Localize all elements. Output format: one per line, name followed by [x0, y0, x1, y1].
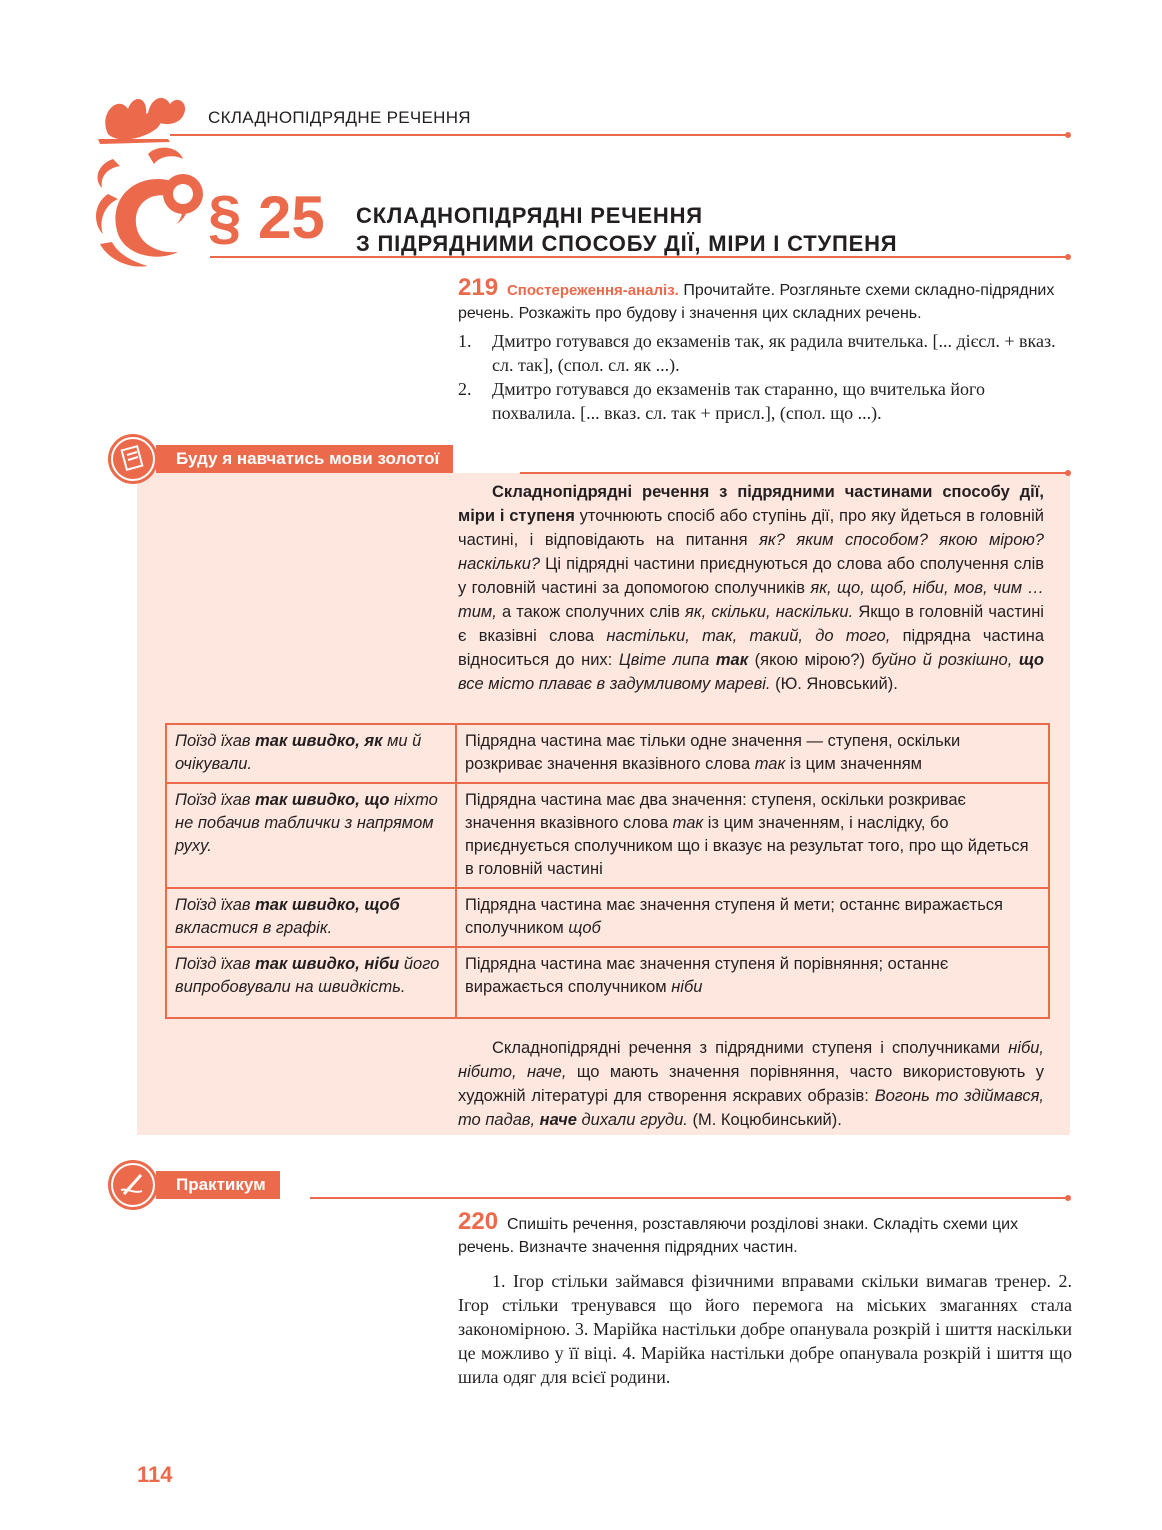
list-item	[458, 377, 1072, 425]
floral-ornament-icon	[88, 84, 218, 274]
table-row	[166, 947, 1049, 1018]
list-item-text: Дмитро готувався до екзаменів так, як радила вчителька. [... дієсл. + вказ. сл. так], (спол. сл. як ...).	[492, 331, 1056, 375]
table-row	[166, 783, 1049, 888]
text-run: уточнюють спосіб або ступінь дії, про яку йдеться в головній частині, і відповідають на питання	[458, 507, 1044, 549]
text-run: наче	[539, 1111, 577, 1129]
text-run: що мають значення порівняння, часто використовують у художній літературі для створення яскравих образів:	[458, 1063, 1045, 1105]
exercise-220	[458, 1210, 1072, 1389]
text-run: Поїзд їхав	[175, 896, 256, 914]
title-rule	[210, 256, 1068, 258]
page-number: 114	[137, 1462, 173, 1487]
text-run: буйно й розкішно,	[871, 651, 1019, 669]
exercise-kind: Спостереження-аналіз.	[506, 282, 679, 299]
paragraph-number: § 25	[208, 184, 325, 251]
exercise-number: 220	[458, 1208, 499, 1235]
text-run: щоб	[568, 919, 601, 937]
text-run: Поїзд їхав	[175, 732, 256, 750]
exercise-219-items	[458, 329, 1072, 425]
theory-text	[458, 480, 1044, 696]
paragraph-title-line-1: СКЛАДНОПІДРЯДНІ РЕЧЕННЯ	[356, 203, 703, 228]
paragraph-title-line-2: З ПІДРЯДНИМИ СПОСОБУ ДІЇ, МІРИ І СТУПЕНЯ	[356, 231, 898, 256]
text-run: так швидко, щоб	[255, 896, 400, 914]
section-rule	[520, 472, 1068, 474]
text-run: все місто плаває в задумливому мареві.	[458, 675, 771, 693]
pen-hand-icon	[108, 1160, 158, 1210]
text-run: Вогонь то здіймався, то падав,	[458, 1087, 1044, 1129]
table-cell-sentence	[166, 947, 456, 1018]
exercise-219	[458, 276, 1072, 425]
theory-paragraph	[458, 1036, 1044, 1132]
text-run: ніби	[671, 978, 703, 996]
list-item-number: 2.	[458, 379, 472, 399]
text-run: із цим значенням	[785, 755, 923, 773]
text-run: підрядна частина відноситься до них:	[458, 627, 1045, 669]
book-icon	[108, 434, 158, 484]
text-run: так	[754, 755, 786, 773]
text-run: дихали груди.	[576, 1111, 688, 1129]
section-label-theory: Буду я навчатись мови золотої	[156, 445, 453, 473]
text-run: так	[715, 651, 749, 669]
table-row	[166, 724, 1049, 783]
text-run: що	[1018, 651, 1044, 669]
text-run: вкластися в графік.	[175, 919, 333, 937]
text-run: як, скільки, наскільки.	[685, 603, 854, 621]
text-run: Ці підрядні частини приєднуються до слова або сполучення слів у головній частині за допомогою сполучників	[458, 555, 1044, 597]
running-head: СКЛАДНОПІДРЯДНЕ РЕЧЕННЯ	[208, 108, 471, 127]
text-run: Підрядна частина має два значення: ступеня, оскільки розкриває значення вказівного слова	[465, 791, 966, 832]
list-item-text: Дмитро готувався до екзаменів так старанно, що вчителька його похвалила. [... вказ. сл. так + присл.], (спол. що ...).	[492, 379, 985, 423]
text-run: так швидко, що	[255, 791, 390, 809]
exercise-task-text: Прочитайте. Розгляньте схеми складно-підрядних речень. Розкажіть про будову і значення цих складних речень.	[458, 282, 1055, 322]
text-run: як, що, щоб, ніби, мов, чим … тим,	[458, 579, 1044, 621]
table-cell-meaning	[456, 888, 1049, 947]
text-run: (М. Коцюбинський).	[687, 1111, 842, 1129]
section-label-practice: Практикум	[156, 1171, 280, 1199]
text-run: настільки, так, такий, до того,	[606, 627, 891, 645]
text-run: ніхто не побачив таблички з напрямом руху.	[175, 791, 438, 855]
text-run: так	[672, 814, 704, 832]
text-run: так швидко, ніби	[255, 955, 400, 973]
table-cell-sentence	[166, 783, 456, 888]
theory-term: Складнопідрядні речення з підрядними частинами способу дії, міри і ступеня	[458, 483, 1044, 525]
table-cell-meaning	[456, 947, 1049, 1018]
exercise-219-task	[458, 276, 1072, 325]
text-run: із цим значенням, і наслідку, бо приєднується сполучником що і вказує на результат того, про що йдеться в головній частині	[465, 814, 1029, 878]
table-cell-meaning	[456, 783, 1049, 888]
text-run: Поїзд їхав	[175, 791, 256, 809]
header-rule	[170, 134, 1068, 136]
table-row	[166, 888, 1049, 947]
exercise-220-text: 1. Ігор стільки займався фізичними вправами скільки вимагав тренер. 2. Ігор стільки тренувався що його перемога на міських змаганнях стала закономірною. 3. Марійка настільки добре опанувала розкрій і шиття наскільки це можливо у її віці. 4. Марійка настільки добре опанувала розкрій і шиття що шила одяг для всієї родини.	[458, 1271, 1072, 1387]
text-run: (Ю. Яновський).	[770, 675, 898, 693]
text-run: а також сполучних слів	[496, 603, 685, 621]
text-run: Підрядна частина має значення ступеня й порівняння; останнє виражається сполучником	[465, 955, 949, 996]
text-run: Підрядна частина має значення ступеня й мети; останнє виражається сполучником	[465, 896, 1003, 937]
exercise-number: 219	[458, 274, 499, 301]
text-run: його випробовували на швидкість.	[175, 955, 440, 996]
section-rule	[310, 1197, 1068, 1199]
text-run: як? яким способом? якою мірою? наскільки?	[458, 531, 1044, 573]
paragraph-title	[356, 202, 897, 258]
text-run: (якою мірою?)	[748, 651, 872, 669]
exercise-task-text: Спишіть речення, розставляючи розділові знаки. Складіть схеми цих речень. Визначте значення підрядних частин.	[458, 1216, 1019, 1256]
text-run: Складнопідрядні речення з підрядними ступеня і сполучниками	[492, 1039, 1009, 1057]
theory-note	[458, 1036, 1044, 1132]
table-cell-sentence	[166, 724, 456, 783]
list-item	[458, 329, 1072, 377]
list-item-number: 1.	[458, 331, 472, 351]
theory-paragraph	[458, 480, 1044, 696]
exercise-220-task	[458, 1210, 1072, 1259]
text-run: ніби, нібито, наче,	[458, 1039, 1044, 1081]
table-cell-sentence	[166, 888, 456, 947]
meaning-table	[165, 723, 1050, 1019]
table-cell-meaning	[456, 724, 1049, 783]
text-run: Якщо в головній частині є вказівні слова	[458, 603, 1044, 645]
text-run: так швидко, як	[255, 732, 383, 750]
text-run: Поїзд їхав	[175, 955, 256, 973]
text-run: ми й очікували.	[175, 732, 422, 773]
text-run: Підрядна частина має тільки одне значення — ступеня, оскільки розкриває значення вказівного слова	[465, 732, 961, 773]
text-run: Цвіте липа	[618, 651, 716, 669]
